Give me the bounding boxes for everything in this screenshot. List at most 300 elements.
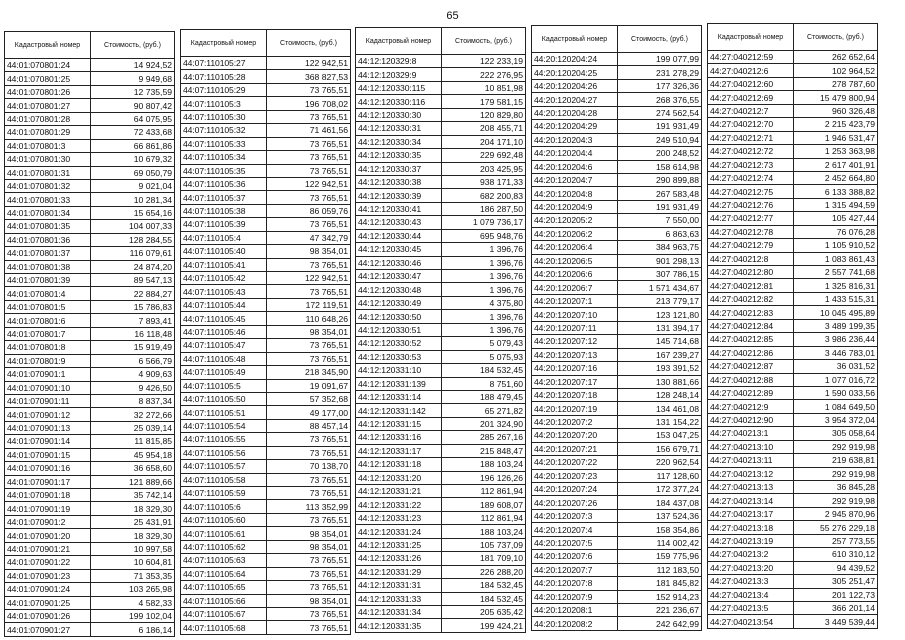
cost-cell: 98 354,01 xyxy=(267,540,351,553)
table-row xyxy=(5,623,175,636)
table-row xyxy=(356,270,526,283)
table-row xyxy=(5,502,175,515)
cadastral-number-cell: 44:12:120331:34 xyxy=(356,605,442,618)
table-row xyxy=(532,362,702,375)
cost-cell: 32 272,66 xyxy=(91,408,175,421)
cadastral-number-cell: 44:07:110105:50 xyxy=(181,392,267,405)
cadastral-number-cell: 44:20:120206:2 xyxy=(532,227,618,240)
table-row xyxy=(532,187,702,200)
cost-cell: 222 276,95 xyxy=(442,68,526,81)
cost-cell: 73 765,51 xyxy=(267,433,351,446)
cost-cell: 14 924,52 xyxy=(91,59,175,72)
table-row xyxy=(181,164,351,177)
cost-cell: 73 765,51 xyxy=(267,607,351,620)
table-row xyxy=(708,185,878,198)
table-row xyxy=(356,256,526,269)
cost-cell: 73 765,51 xyxy=(267,285,351,298)
cadastral-number-cell: 44:27:040212:90 xyxy=(708,413,794,426)
cost-cell: 73 765,51 xyxy=(267,191,351,204)
cadastral-number-cell: 44:20:120204:25 xyxy=(532,66,618,79)
cost-cell: 73 765,51 xyxy=(267,581,351,594)
cost-cell: 1 396,76 xyxy=(442,310,526,323)
cost-cell: 7 550,00 xyxy=(618,214,702,227)
cadastral-number-cell: 44:07:110105:64 xyxy=(181,567,267,580)
cost-cell: 218 345,90 xyxy=(267,366,351,379)
cost-cell: 901 298,13 xyxy=(618,254,702,267)
cadastral-number-cell: 44:20:120207:13 xyxy=(532,348,618,361)
cadastral-number-cell: 44:01:070801:34 xyxy=(5,206,91,219)
cadastral-number-cell: 44:20:120204:27 xyxy=(532,93,618,106)
header-cadastral-number: Кадастровый номер xyxy=(532,26,618,53)
cadastral-number-cell: 44:12:120331:24 xyxy=(356,525,442,538)
table-row xyxy=(708,239,878,252)
cadastral-number-cell: 44:27:040212:82 xyxy=(708,292,794,305)
cadastral-number-cell: 44:01:070901:23 xyxy=(5,569,91,582)
cadastral-number-cell: 44:01:070901:11 xyxy=(5,394,91,407)
cadastral-number-cell: 44:01:070801:5 xyxy=(5,300,91,313)
table-row xyxy=(532,456,702,469)
table-row xyxy=(708,171,878,184)
cost-cell: 131 394,17 xyxy=(618,321,702,334)
cadastral-number-cell: 44:20:120207:16 xyxy=(532,362,618,375)
table-row xyxy=(532,577,702,590)
cadastral-number-cell: 44:07:110105:45 xyxy=(181,312,267,325)
table-row xyxy=(5,583,175,596)
cost-cell: 73 765,51 xyxy=(267,137,351,150)
cost-cell: 10 851,98 xyxy=(442,81,526,94)
cost-cell: 98 354,01 xyxy=(267,325,351,338)
cost-cell: 167 239,27 xyxy=(618,348,702,361)
cadastral-number-cell: 44:01:070901:24 xyxy=(5,583,91,596)
table-row xyxy=(532,147,702,160)
cost-cell: 249 510,94 xyxy=(618,133,702,146)
cost-cell: 1 084 649,50 xyxy=(794,400,878,413)
cadastral-number-cell: 44:12:120331:23 xyxy=(356,511,442,524)
cost-cell: 1 396,76 xyxy=(442,243,526,256)
cost-cell: 18 329,30 xyxy=(91,529,175,542)
cadastral-number-cell: 44:07:110105:35 xyxy=(181,164,267,177)
table-row xyxy=(5,274,175,287)
cost-cell: 184 532,45 xyxy=(442,364,526,377)
cost-cell: 177 326,36 xyxy=(618,79,702,92)
cost-cell: 25 431,91 xyxy=(91,515,175,528)
cadastral-number-cell: 44:12:120331:20 xyxy=(356,471,442,484)
cost-cell: 98 354,01 xyxy=(267,245,351,258)
header-cost: Стоимость, (руб.) xyxy=(794,24,878,51)
table-row xyxy=(708,266,878,279)
table-row xyxy=(5,381,175,394)
table-row xyxy=(5,247,175,260)
cadastral-number-cell: 44:20:120206:4 xyxy=(532,241,618,254)
cadastral-number-cell: 44:27:040212:9 xyxy=(708,400,794,413)
cost-cell: 231 278,29 xyxy=(618,66,702,79)
cadastral-number-cell: 44:01:070901:12 xyxy=(5,408,91,421)
table-row xyxy=(532,321,702,334)
cost-cell: 73 765,51 xyxy=(267,621,351,634)
table-row xyxy=(181,204,351,217)
table-row xyxy=(181,177,351,190)
cost-cell: 22 884,27 xyxy=(91,287,175,300)
cost-cell: 49 177,00 xyxy=(267,406,351,419)
cadastral-number-cell: 44:20:120204:8 xyxy=(532,187,618,200)
cost-cell: 123 121,80 xyxy=(618,308,702,321)
table-row xyxy=(5,233,175,246)
cost-cell: 4 909,63 xyxy=(91,368,175,381)
cost-cell: 113 352,99 xyxy=(267,500,351,513)
cadastral-number-cell: 44:12:120331:18 xyxy=(356,458,442,471)
cadastral-number-cell: 44:01:070801:35 xyxy=(5,220,91,233)
table-row xyxy=(532,254,702,267)
cadastral-number-cell: 44:01:070801:24 xyxy=(5,59,91,72)
cost-cell: 305 251,47 xyxy=(794,575,878,588)
table-row xyxy=(181,218,351,231)
table-row xyxy=(708,319,878,332)
cadastral-number-cell: 44:27:040213:13 xyxy=(708,481,794,494)
cadastral-number-cell: 44:20:120207:7 xyxy=(532,563,618,576)
table-row xyxy=(5,394,175,407)
cadastral-number-cell: 44:20:120204:4 xyxy=(532,147,618,160)
cost-cell: 172 119,51 xyxy=(267,298,351,311)
table-row xyxy=(532,160,702,173)
table-row xyxy=(5,193,175,206)
table-row xyxy=(708,252,878,265)
cost-cell: 204 171,10 xyxy=(442,135,526,148)
cost-cell: 73 765,51 xyxy=(267,513,351,526)
cost-cell: 159 775,96 xyxy=(618,550,702,563)
table-row xyxy=(181,339,351,352)
table-row xyxy=(356,471,526,484)
cost-cell: 181 845,82 xyxy=(618,577,702,590)
table-row xyxy=(181,110,351,123)
cost-cell: 201 324,90 xyxy=(442,417,526,430)
table-row xyxy=(5,126,175,139)
cost-cell: 12 735,59 xyxy=(91,85,175,98)
cadastral-number-cell: 44:20:120208:1 xyxy=(532,603,618,616)
cost-cell: 153 047,25 xyxy=(618,429,702,442)
table-row xyxy=(5,529,175,542)
cadastral-number-cell: 44:27:040213:54 xyxy=(708,615,794,628)
cost-cell: 242 642,99 xyxy=(618,617,702,630)
table-row xyxy=(356,108,526,121)
cadastral-number-cell: 44:01:070801:33 xyxy=(5,193,91,206)
cost-cell: 128 284,55 xyxy=(91,233,175,246)
table-row xyxy=(708,306,878,319)
cadastral-number-cell: 44:01:070801:36 xyxy=(5,233,91,246)
cadastral-number-cell: 44:20:120206:5 xyxy=(532,254,618,267)
table-row xyxy=(181,567,351,580)
cadastral-number-cell: 44:07:110105:42 xyxy=(181,272,267,285)
table-row xyxy=(356,323,526,336)
cost-cell: 66 861,86 xyxy=(91,139,175,152)
cadastral-number-cell: 44:01:070901:2 xyxy=(5,515,91,528)
cost-cell: 199 424,21 xyxy=(442,619,526,632)
table-row xyxy=(181,487,351,500)
cadastral-number-cell: 44:07:110105:34 xyxy=(181,151,267,164)
cadastral-number-cell: 44:07:110105:54 xyxy=(181,419,267,432)
table-row xyxy=(5,408,175,421)
cadastral-number-cell: 44:12:120331:142 xyxy=(356,404,442,417)
table-row xyxy=(5,448,175,461)
cost-cell: 110 648,26 xyxy=(267,312,351,325)
table-row xyxy=(708,481,878,494)
cadastral-number-cell: 44:12:120331:35 xyxy=(356,619,442,632)
cadastral-number-cell: 44:27:040212:86 xyxy=(708,346,794,359)
table-row xyxy=(356,135,526,148)
table-row xyxy=(181,124,351,137)
cost-cell: 6 566,79 xyxy=(91,354,175,367)
table-row xyxy=(532,173,702,186)
cadastral-number-cell: 44:20:120204:6 xyxy=(532,160,618,173)
table-row xyxy=(356,364,526,377)
table-row xyxy=(356,619,526,632)
cost-cell: 94 439,52 xyxy=(794,561,878,574)
cadastral-number-cell: 44:07:110105:62 xyxy=(181,540,267,553)
table-row xyxy=(708,521,878,534)
cadastral-number-cell: 44:20:120204:29 xyxy=(532,120,618,133)
table-row xyxy=(708,131,878,144)
table-row xyxy=(532,53,702,66)
cost-cell: 1 325 816,31 xyxy=(794,279,878,292)
cost-cell: 73 765,51 xyxy=(267,487,351,500)
cadastral-number-cell: 44:01:070801:3 xyxy=(5,139,91,152)
cost-cell: 1 396,76 xyxy=(442,283,526,296)
cost-cell: 7 893,41 xyxy=(91,314,175,327)
cost-cell: 64 075,95 xyxy=(91,112,175,125)
cost-cell: 105 427,44 xyxy=(794,212,878,225)
table-row xyxy=(356,592,526,605)
table-row xyxy=(356,404,526,417)
cost-table-4 xyxy=(531,25,702,631)
cadastral-number-cell: 44:27:040213:11 xyxy=(708,454,794,467)
cost-cell: 112 183,50 xyxy=(618,563,702,576)
table-row xyxy=(356,55,526,68)
cadastral-number-cell: 44:07:110105:55 xyxy=(181,433,267,446)
table-row xyxy=(532,590,702,603)
cost-cell: 137 524,36 xyxy=(618,509,702,522)
cadastral-number-cell: 44:12:120331:25 xyxy=(356,538,442,551)
cadastral-number-cell: 44:01:070901:17 xyxy=(5,475,91,488)
cost-cell: 6 863,63 xyxy=(618,227,702,240)
cost-cell: 229 692,48 xyxy=(442,149,526,162)
cost-cell: 278 787,60 xyxy=(794,77,878,90)
cadastral-number-cell: 44:07:110105:46 xyxy=(181,325,267,338)
table-row xyxy=(708,413,878,426)
cost-cell: 1 946 531,47 xyxy=(794,131,878,144)
cost-cell: 1 315 494,59 xyxy=(794,198,878,211)
cadastral-number-cell: 44:12:120331:22 xyxy=(356,498,442,511)
cadastral-number-cell: 44:20:120204:9 xyxy=(532,200,618,213)
cadastral-number-cell: 44:07:110105:61 xyxy=(181,527,267,540)
cadastral-number-cell: 44:20:120204:3 xyxy=(532,133,618,146)
cadastral-number-cell: 44:07:110105:32 xyxy=(181,124,267,137)
table-row xyxy=(356,538,526,551)
table-row xyxy=(708,198,878,211)
cadastral-number-cell: 44:12:120330:39 xyxy=(356,189,442,202)
table-row xyxy=(5,435,175,448)
cost-cell: 191 931,49 xyxy=(618,120,702,133)
cadastral-number-cell: 44:07:110105:3 xyxy=(181,97,267,110)
table-row xyxy=(181,285,351,298)
cost-cell: 120 829,80 xyxy=(442,108,526,121)
table-row xyxy=(708,373,878,386)
cost-cell: 10 679,32 xyxy=(91,153,175,166)
cadastral-number-cell: 44:07:110105:36 xyxy=(181,177,267,190)
cost-cell: 203 425,95 xyxy=(442,162,526,175)
cost-cell: 9 949,68 xyxy=(91,72,175,85)
cadastral-number-cell: 44:01:070901:10 xyxy=(5,381,91,394)
cost-cell: 1 396,76 xyxy=(442,270,526,283)
cost-cell: 16 118,48 xyxy=(91,327,175,340)
table-row xyxy=(5,139,175,152)
cost-cell: 15 919,49 xyxy=(91,341,175,354)
cadastral-number-cell: 44:12:120330:45 xyxy=(356,243,442,256)
cadastral-number-cell: 44:27:040212:81 xyxy=(708,279,794,292)
cost-cell: 257 773,55 xyxy=(794,534,878,547)
cost-cell: 71 461,56 xyxy=(267,124,351,137)
table-row xyxy=(532,335,702,348)
table-row xyxy=(532,388,702,401)
table-row xyxy=(5,515,175,528)
table-row xyxy=(708,615,878,628)
cadastral-number-cell: 44:20:120204:24 xyxy=(532,53,618,66)
cadastral-number-cell: 44:20:120207:19 xyxy=(532,402,618,415)
cost-cell: 86 059,76 xyxy=(267,204,351,217)
cost-cell: 128 248,14 xyxy=(618,388,702,401)
cadastral-number-cell: 44:20:120207:4 xyxy=(532,523,618,536)
cost-cell: 36 845,28 xyxy=(794,481,878,494)
table-row xyxy=(5,354,175,367)
cadastral-number-cell: 44:12:120331:17 xyxy=(356,444,442,457)
cadastral-number-cell: 44:12:120331:29 xyxy=(356,565,442,578)
table-row xyxy=(708,427,878,440)
cost-cell: 35 742,14 xyxy=(91,489,175,502)
table-row xyxy=(708,575,878,588)
cadastral-number-cell: 44:01:070801:25 xyxy=(5,72,91,85)
table-row xyxy=(356,337,526,350)
cost-cell: 98 354,01 xyxy=(267,527,351,540)
cadastral-number-cell: 44:27:040212:88 xyxy=(708,373,794,386)
cadastral-number-cell: 44:07:110105:57 xyxy=(181,460,267,473)
cadastral-number-cell: 44:20:120204:26 xyxy=(532,79,618,92)
table-row xyxy=(356,417,526,430)
cadastral-number-cell: 44:12:120331:139 xyxy=(356,377,442,390)
table-row xyxy=(356,552,526,565)
cost-cell: 15 479 800,94 xyxy=(794,91,878,104)
cost-cell: 4 582,33 xyxy=(91,596,175,609)
table-row xyxy=(5,59,175,72)
cost-cell: 134 461,08 xyxy=(618,402,702,415)
cadastral-number-cell: 44:01:070801:9 xyxy=(5,354,91,367)
cost-cell: 1 396,76 xyxy=(442,323,526,336)
cost-cell: 189 608,07 xyxy=(442,498,526,511)
cadastral-number-cell: 44:12:120330:48 xyxy=(356,283,442,296)
table-row xyxy=(356,350,526,363)
cadastral-number-cell: 44:20:120207:24 xyxy=(532,483,618,496)
table-row xyxy=(532,509,702,522)
table-row xyxy=(708,333,878,346)
table-row xyxy=(532,375,702,388)
cost-cell: 208 455,71 xyxy=(442,122,526,135)
cost-cell: 4 375,80 xyxy=(442,296,526,309)
cost-cell: 9 021,04 xyxy=(91,179,175,192)
cadastral-number-cell: 44:20:120207:11 xyxy=(532,321,618,334)
cadastral-number-cell: 44:20:120207:6 xyxy=(532,550,618,563)
table-row xyxy=(5,179,175,192)
table-row xyxy=(5,462,175,475)
cost-cell: 1 571 434,67 xyxy=(618,281,702,294)
cadastral-number-cell: 44:12:120330:46 xyxy=(356,256,442,269)
cadastral-number-cell: 44:07:110105:27 xyxy=(181,57,267,70)
table-row xyxy=(356,431,526,444)
table-row xyxy=(181,379,351,392)
table-row xyxy=(356,122,526,135)
cadastral-number-cell: 44:20:120206:7 xyxy=(532,281,618,294)
table-row xyxy=(181,527,351,540)
cadastral-number-cell: 44:12:120330:38 xyxy=(356,175,442,188)
table-row xyxy=(356,525,526,538)
table-row xyxy=(708,494,878,507)
cost-cell: 938 171,33 xyxy=(442,175,526,188)
table-row xyxy=(356,162,526,175)
cost-cell: 73 765,51 xyxy=(267,83,351,96)
table-row xyxy=(5,112,175,125)
cost-cell: 682 200,83 xyxy=(442,189,526,202)
table-row xyxy=(708,454,878,467)
cadastral-number-cell: 44:01:070801:31 xyxy=(5,166,91,179)
table-row xyxy=(181,83,351,96)
cadastral-number-cell: 44:27:040212:70 xyxy=(708,118,794,131)
table-row xyxy=(532,617,702,630)
table-row xyxy=(356,579,526,592)
table-row xyxy=(532,308,702,321)
table-row xyxy=(708,51,878,64)
cadastral-number-cell: 44:12:120331:31 xyxy=(356,579,442,592)
table-row xyxy=(181,272,351,285)
table-row xyxy=(356,296,526,309)
table-row xyxy=(356,68,526,81)
cadastral-number-cell: 44:12:120330:53 xyxy=(356,350,442,363)
cost-cell: 117 128,60 xyxy=(618,469,702,482)
cost-cell: 186 287,50 xyxy=(442,202,526,215)
cadastral-number-cell: 44:12:120330:52 xyxy=(356,337,442,350)
cadastral-number-cell: 44:20:120207:5 xyxy=(532,536,618,549)
table-row xyxy=(181,312,351,325)
cadastral-number-cell: 44:07:110105:59 xyxy=(181,487,267,500)
cost-cell: 130 881,66 xyxy=(618,375,702,388)
cadastral-number-cell: 44:07:110105:60 xyxy=(181,513,267,526)
cadastral-number-cell: 44:01:070801:6 xyxy=(5,314,91,327)
table-row xyxy=(5,542,175,555)
table-row xyxy=(5,569,175,582)
table-row xyxy=(181,433,351,446)
cost-cell: 102 964,52 xyxy=(794,64,878,77)
cost-cell: 36 658,60 xyxy=(91,462,175,475)
cadastral-number-cell: 44:20:120206:6 xyxy=(532,268,618,281)
cadastral-number-cell: 44:01:070801:29 xyxy=(5,126,91,139)
table-row xyxy=(356,175,526,188)
table-row xyxy=(181,258,351,271)
cadastral-number-cell: 44:07:110105:43 xyxy=(181,285,267,298)
table-row xyxy=(181,151,351,164)
header-cadastral-number: Кадастровый номер xyxy=(356,28,442,55)
cadastral-number-cell: 44:07:110105:37 xyxy=(181,191,267,204)
cadastral-number-cell: 44:12:120330:43 xyxy=(356,216,442,229)
cost-cell: 45 954,18 xyxy=(91,448,175,461)
cadastral-number-cell: 44:27:040212:85 xyxy=(708,333,794,346)
cost-cell: 76 076,28 xyxy=(794,225,878,238)
table-row xyxy=(708,507,878,520)
cadastral-number-cell: 44:27:040213:12 xyxy=(708,467,794,480)
